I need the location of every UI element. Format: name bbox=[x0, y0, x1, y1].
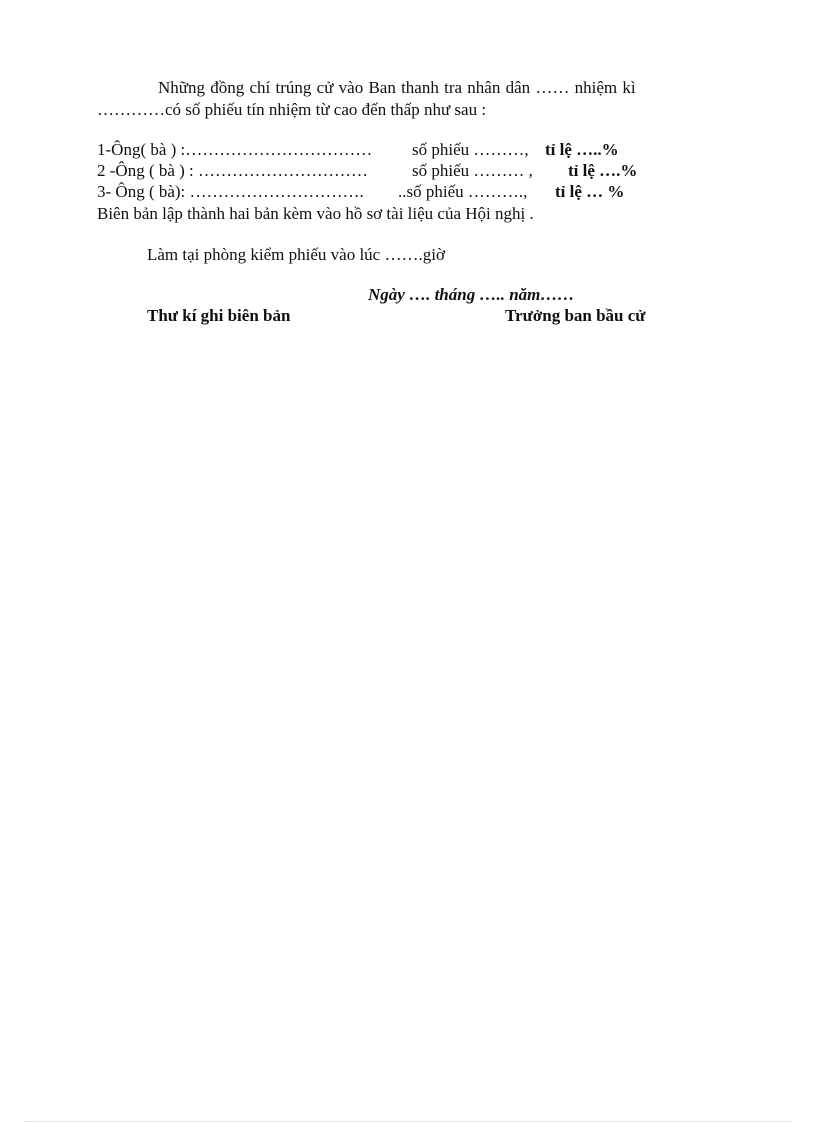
result-row-1-votes: số phiếu ………, bbox=[412, 140, 529, 159]
result-row-3-name: 3- Ông ( bà): …………………………. bbox=[97, 182, 364, 201]
result-row-2-name: 2 -Ông ( bà ) : ………………………… bbox=[97, 161, 369, 180]
date-line: Ngày …. tháng ….. năm…… bbox=[368, 285, 575, 304]
intro-line-2: …………có số phiếu tín nhiệm từ cao đến thấp như sau : bbox=[97, 100, 487, 119]
place-time-line: Làm tại phòng kiểm phiếu vào lúc …….giờ bbox=[147, 245, 445, 264]
signature-secretary: Thư kí ghi biên bản bbox=[147, 306, 291, 325]
record-note: Biên bản lập thành hai bản kèm vào hồ sơ tài liệu của Hội nghị . bbox=[97, 204, 534, 223]
result-row-2-votes: số phiếu ……… , bbox=[412, 161, 533, 180]
result-row-1-ratio: tỉ lệ …..% bbox=[545, 140, 619, 159]
result-row-3-ratio: tỉ lệ … % bbox=[555, 182, 625, 201]
result-row-1-name: 1-Ông( bà ) :…………………………… bbox=[97, 140, 373, 159]
intro-line-1: Những đồng chí trúng cử vào Ban thanh tra nhân dân …… nhiệm kì bbox=[158, 78, 636, 97]
result-row-3-votes: ..số phiếu ………., bbox=[398, 182, 528, 201]
signature-election-head: Trưởng ban bầu cử bbox=[505, 306, 646, 325]
page-bottom-edge bbox=[24, 1121, 792, 1122]
result-row-2-ratio: tỉ lệ ….% bbox=[568, 161, 638, 180]
